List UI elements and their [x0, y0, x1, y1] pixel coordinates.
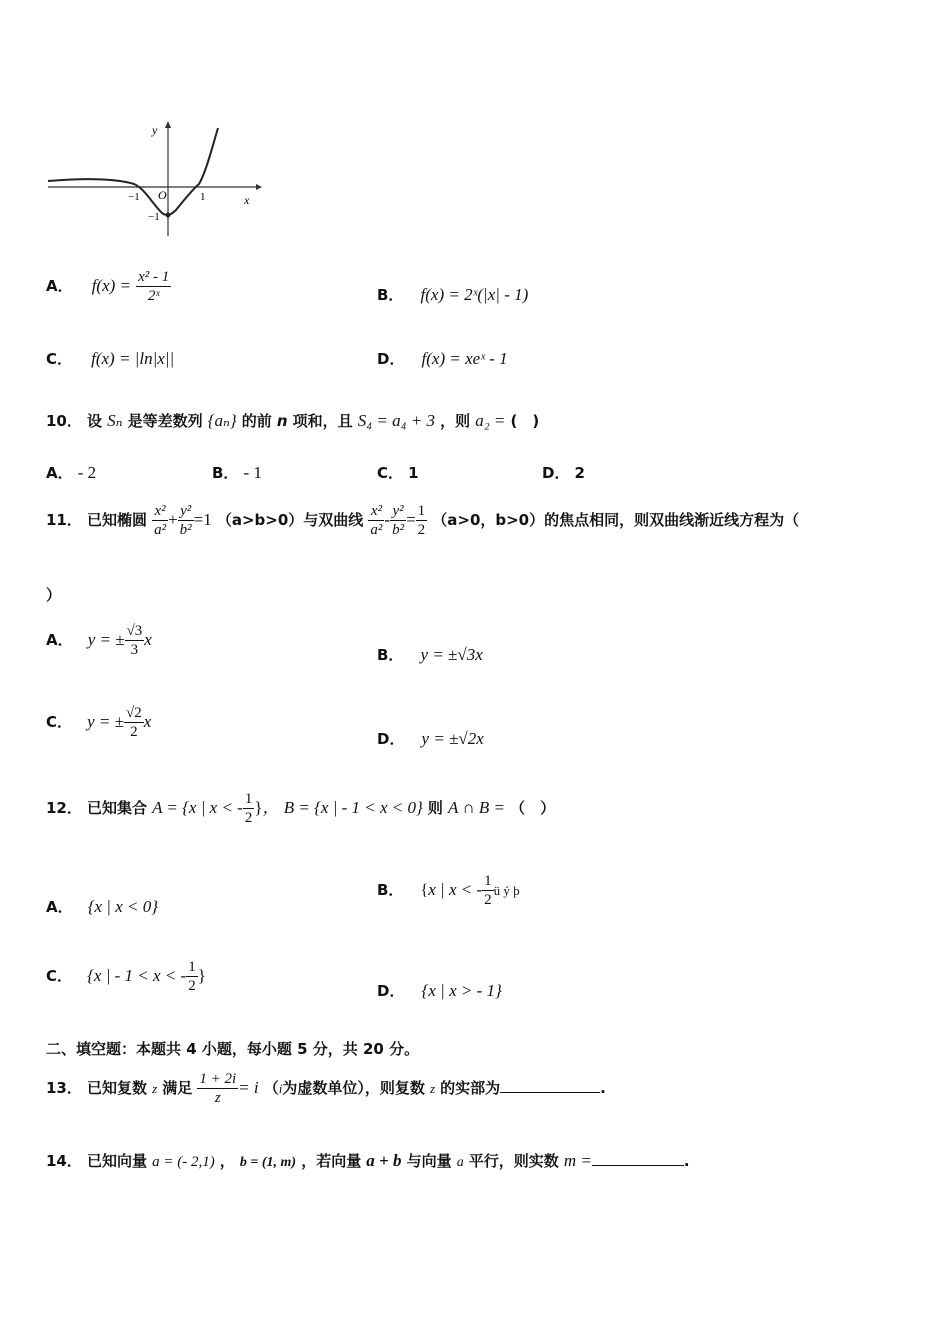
math: -	[384, 510, 391, 529]
text: ）	[46, 586, 62, 604]
text: 为虚数单位），则复数	[282, 1079, 425, 1097]
option-label: C．	[46, 967, 73, 985]
garbled-glyphs: ü ý þ	[493, 883, 520, 898]
option-expr: x	[144, 630, 152, 649]
fraction	[124, 704, 144, 741]
fraction-den: z	[214, 1090, 221, 1106]
option-label: C．	[377, 464, 404, 482]
math: a	[456, 1155, 464, 1170]
math: ， B = {x | - 1 < x < 0}	[262, 798, 423, 817]
math: +	[168, 510, 178, 529]
fraction	[186, 958, 198, 995]
fraction-num: 1	[244, 791, 253, 807]
q10-option-c	[377, 462, 419, 483]
fraction	[482, 872, 494, 909]
option-expr: x	[143, 712, 152, 731]
neg-one-y-label: −1	[148, 211, 160, 223]
text: （a>0，b>0）的焦点相同，则双曲线渐近线方程为（	[432, 511, 800, 529]
option-expr: f(x) =	[91, 276, 132, 295]
option-expr: x | x < -	[428, 880, 483, 899]
text: 的实部为	[440, 1079, 501, 1097]
q10-stem	[46, 410, 539, 431]
math: a + b	[366, 1151, 402, 1170]
math: z	[429, 1081, 435, 1096]
fraction	[178, 502, 194, 539]
q10-option-a	[46, 462, 96, 483]
text: （ ）	[510, 799, 556, 817]
function-graph	[44, 118, 264, 240]
text: （a>b>0）与双曲线	[216, 511, 364, 529]
question-number: 13．	[46, 1079, 82, 1097]
fraction-num: 1 + 2i	[199, 1071, 237, 1087]
math: z	[152, 1081, 158, 1096]
q11-option-b	[377, 644, 483, 665]
fraction	[416, 502, 428, 539]
fraction-den: a²	[370, 522, 383, 538]
text: 已知复数	[86, 1079, 147, 1097]
option-label: C．	[46, 713, 73, 731]
section-heading: 二、填空题：本题共 4 小题，每小题 5 分，共 20 分。	[46, 1040, 420, 1058]
option-label: B．	[377, 881, 404, 899]
fraction-num: 1	[188, 959, 196, 975]
fraction-den: 3	[130, 642, 139, 658]
math: {aₙ}	[207, 411, 237, 430]
text: 与向量	[406, 1152, 452, 1170]
fraction-num: x²	[368, 502, 384, 521]
option-expr: y = ±√3x	[420, 645, 483, 664]
question-number: 14．	[46, 1152, 82, 1170]
option-expr: {x | - 1 < x < -	[87, 966, 187, 985]
option-label: A．	[46, 631, 73, 649]
text: .	[600, 1079, 606, 1097]
math: = i	[238, 1078, 259, 1097]
q9-option-d	[377, 348, 508, 369]
math: =	[406, 510, 416, 529]
option-label: A．	[46, 464, 73, 482]
option-expr: f(x) = xeˣ - 1	[421, 349, 508, 368]
fraction-num: √3	[126, 623, 143, 639]
q12-option-c	[46, 958, 206, 995]
q12-option-d	[377, 980, 502, 1001]
text: ，	[219, 1152, 235, 1170]
math: A ∩ B =	[448, 798, 505, 817]
fraction-num: √2	[125, 705, 142, 721]
math: a = (- 2,1)	[152, 1154, 215, 1170]
q11-option-c	[46, 704, 151, 741]
text: 设	[86, 412, 102, 430]
fraction-num: 1	[417, 503, 426, 519]
option-expr: {x | x > - 1}	[421, 981, 502, 1000]
text: .	[683, 1152, 690, 1170]
fraction	[197, 1070, 238, 1107]
text: 则	[427, 799, 443, 817]
option-value: - 2	[77, 463, 97, 482]
y-intercept-point	[166, 213, 171, 218]
fraction-num: 1	[484, 873, 492, 889]
fraction-den: b²	[179, 522, 192, 538]
y-axis-arrow	[165, 121, 171, 128]
option-expr: }	[197, 966, 206, 985]
q12-option-b	[377, 872, 520, 909]
option-label: B．	[377, 646, 404, 664]
fraction-den: 2	[417, 522, 426, 538]
option-value: - 1	[243, 463, 262, 482]
text: ( )	[510, 412, 540, 430]
option-expr: {x | x < 0}	[87, 897, 159, 916]
q11-option-d	[377, 728, 484, 749]
question-number: 11．	[46, 511, 82, 529]
fraction	[368, 502, 384, 539]
fraction-den: 2	[244, 810, 253, 826]
text: n	[276, 412, 288, 430]
q12-stem	[46, 790, 555, 827]
q9-option-c	[46, 348, 174, 369]
option-label: B．	[212, 464, 239, 482]
q14-stem	[46, 1150, 690, 1171]
text: 的前	[241, 412, 272, 430]
option-label: D．	[377, 982, 405, 1000]
fraction-num: y²	[178, 502, 194, 521]
math: }	[254, 798, 263, 817]
fraction-den: b²	[392, 522, 405, 538]
text: ，若向量	[301, 1152, 362, 1170]
q9-option-a	[46, 268, 171, 305]
math: a₂ =	[475, 411, 506, 430]
text: ，则	[440, 412, 471, 430]
option-label: C．	[46, 350, 73, 368]
option-expr: y = ±	[87, 712, 124, 731]
x-axis-label: x	[244, 193, 250, 207]
math: Sₙ	[107, 411, 123, 430]
fraction-den: a²	[154, 522, 167, 538]
text: 已知椭圆	[86, 511, 147, 529]
neg-one-x-label: −1	[128, 191, 140, 203]
option-expr: y = ±√2x	[421, 729, 484, 748]
text: 已知向量	[86, 1152, 147, 1170]
q10-option-b	[212, 462, 262, 483]
question-number: 10．	[46, 412, 82, 430]
question-number: 12．	[46, 799, 82, 817]
fraction	[243, 790, 255, 827]
one-x-label: 1	[200, 191, 206, 203]
fraction-num: x²	[152, 502, 168, 521]
text: 满足	[162, 1079, 193, 1097]
q13-stem	[46, 1070, 606, 1107]
option-label: D．	[542, 464, 570, 482]
math: m =	[563, 1151, 592, 1170]
q11-option-a	[46, 622, 152, 659]
x-axis-arrow	[256, 184, 262, 190]
fraction-den: 2ˣ	[147, 288, 160, 304]
fraction	[125, 622, 145, 659]
brace-glyph: {	[420, 882, 429, 899]
text: 平行，则实数	[468, 1152, 559, 1170]
answer-blank[interactable]	[500, 1078, 600, 1093]
q9-option-b	[377, 284, 528, 305]
math: S₄ = a₄ + 3	[357, 411, 436, 430]
q11-stem-close	[46, 584, 61, 605]
fraction-den: 2	[130, 724, 138, 740]
fraction	[390, 502, 406, 539]
q10-option-d	[542, 462, 585, 483]
fraction	[152, 502, 168, 539]
math: A = {x | x < -	[152, 798, 243, 817]
option-value: 1	[408, 464, 419, 482]
option-fraction	[136, 268, 171, 305]
text: 项和，且	[292, 412, 353, 430]
answer-blank[interactable]	[592, 1151, 684, 1166]
option-expr: f(x) = |ln|x||	[91, 349, 175, 368]
fraction-den: 2	[484, 892, 492, 908]
text: 是等差数列	[127, 412, 203, 430]
q11-stem	[46, 502, 799, 539]
option-label: D．	[377, 730, 405, 748]
option-label: B．	[377, 286, 404, 304]
option-label: A．	[46, 277, 73, 295]
option-expr: f(x) = 2ˣ(|x| - 1)	[420, 285, 529, 304]
fraction-num: y²	[390, 502, 406, 521]
text: （	[263, 1079, 279, 1097]
option-label: D．	[377, 350, 405, 368]
math: i	[278, 1081, 283, 1096]
math: =1	[193, 510, 212, 529]
fraction-den: 2	[188, 978, 196, 994]
origin-label: O	[158, 188, 167, 202]
fraction-num: x² - 1	[138, 269, 170, 285]
y-axis-label: y	[152, 123, 158, 137]
option-value: 2	[574, 464, 585, 482]
option-expr: y = ±	[87, 630, 125, 649]
math: b = (1, m)	[239, 1155, 297, 1170]
option-label: A．	[46, 898, 73, 916]
text: 已知集合	[86, 799, 147, 817]
q12-option-a	[46, 896, 158, 917]
